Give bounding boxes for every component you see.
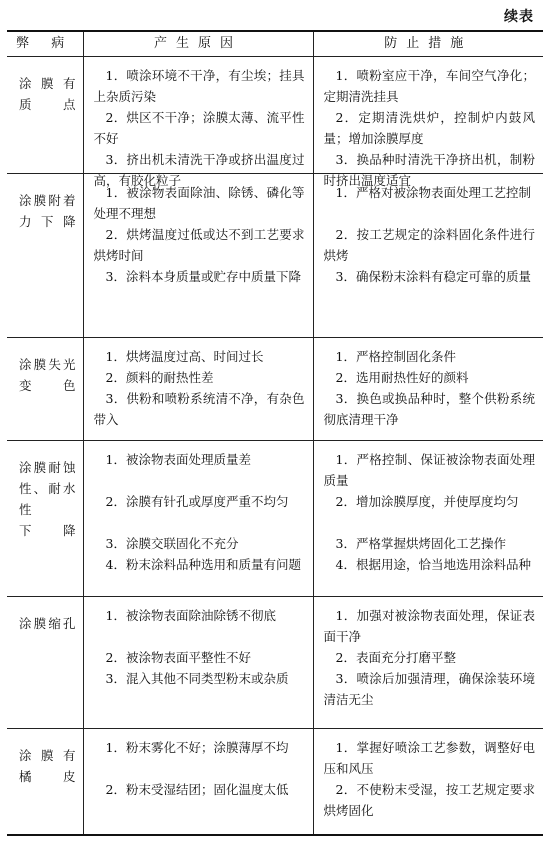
measure-item: 1．严格对被涂物表面处理工艺控制 (335, 185, 531, 200)
cause-cell (83, 597, 313, 729)
defect-name-line: 涂膜有 (19, 76, 77, 91)
measure-item: 3．确保粉末涂料有稳定可靠的质量 (335, 269, 531, 284)
measure-item: 3．换品种时清洗干净挤出机，制粉时挤出温度适宜 (323, 152, 535, 188)
cause-item: 1．被涂物表面除油、除锈、磷化等处理不理想 (93, 185, 305, 221)
table-caption: 续表 (504, 9, 534, 25)
defect-cell (7, 338, 83, 441)
header-causes: 产生原因 (83, 31, 313, 57)
measure-item: 2．不使粉末受湿，按工艺规定要求烘烤固化 (323, 782, 535, 818)
measure-item: 2．选用耐热性好的颜料 (335, 370, 469, 385)
table-header-row (7, 31, 543, 57)
cause-item: 2．烘区不干净；涂膜太薄、流平性不好 (93, 110, 305, 146)
measure-item: 1．加强对被涂物表面处理，保证表面干净 (323, 608, 535, 644)
defects-table (7, 30, 543, 836)
measure-item: 1．严格控制固化条件 (335, 349, 456, 364)
cause-item: 2．被涂物表面平整性不好 (105, 650, 251, 665)
defect-name-line: 变色 (19, 378, 77, 393)
measure-item: 2．定期清洗烘炉，控制炉内鼓风量；增加涂膜厚度 (323, 110, 535, 146)
defect-name-line: 质点 (19, 97, 77, 112)
measure-cell (313, 597, 543, 729)
cause-item: 3．供粉和喷粉系统清不净，有杂色带入 (93, 391, 305, 427)
table-row (7, 597, 543, 729)
table-row (7, 441, 543, 597)
cause-item: 2．涂膜有针孔或厚度严重不均匀 (105, 494, 289, 509)
cause-cell (83, 338, 313, 441)
cause-item: 1．被涂物表面处理质量差 (105, 452, 251, 467)
cause-cell (83, 441, 313, 597)
defect-cell (7, 174, 83, 338)
measure-item: 2．表面充分打磨平整 (335, 650, 456, 665)
cause-item: 1．被涂物表面除油除锈不彻底 (105, 608, 276, 623)
defect-name-line: 涂膜附着 (19, 193, 77, 208)
cause-cell (83, 174, 313, 338)
header-measures: 防止措施 (313, 31, 543, 57)
cause-cell (83, 57, 313, 188)
defect-cell (7, 57, 83, 174)
defect-name-line: 涂膜有 (19, 748, 77, 763)
header-defect: 弊 病 (7, 31, 83, 57)
measure-cell (313, 338, 543, 441)
cause-item: 2．粉末受湿结团；固化温度太低 (105, 782, 289, 797)
defect-cell (7, 441, 83, 597)
defect-name-line: 涂膜耐蚀 (19, 460, 77, 475)
measure-item: 1．掌握好喷涂工艺参数，调整好电压和风压 (323, 740, 535, 776)
cause-item: 3．挤出机未清洗干净或挤出温度过高，有胶化粒子 (93, 152, 305, 188)
measure-cell (313, 57, 543, 188)
measure-cell (313, 729, 543, 836)
measure-item: 4．根据用途，恰当地选用涂料品种 (335, 557, 531, 572)
defect-name-line: 性、耐水性 (19, 481, 77, 517)
defect-name-line: 涂膜缩孔 (19, 616, 77, 631)
cause-item: 2．颜料的耐热性差 (105, 370, 214, 385)
defect-name-line: 力下降 (19, 214, 77, 229)
defect-cell (7, 597, 83, 729)
table-row (7, 57, 543, 174)
defect-cell (7, 729, 83, 836)
defect-name-line: 涂膜失光 (19, 357, 77, 372)
cause-item: 4．粉末涂料品种选用和质量有问题 (105, 557, 301, 572)
table-row (7, 338, 543, 441)
measure-item: 1．严格控制、保证被涂物表面处理质量 (323, 452, 535, 488)
defect-name-line: 下降 (19, 523, 77, 538)
measure-item: 3．严格掌握烘烤固化工艺操作 (335, 536, 506, 551)
measure-item: 3．喷涂后加强清理，确保涂装环境清洁无尘 (323, 671, 535, 707)
table-row (7, 729, 543, 836)
measure-item: 2．按工艺规定的涂料固化条件进行烘烤 (323, 227, 535, 263)
cause-item: 3．涂膜交联固化不充分 (105, 536, 239, 551)
defect-name-line: 橘皮 (19, 769, 77, 784)
measure-item: 1．喷粉室应干净，车间空气净化；定期清洗挂具 (323, 68, 535, 104)
cause-cell (83, 729, 313, 836)
cause-item: 1．粉末雾化不好；涂膜薄厚不均 (105, 740, 289, 755)
cause-item: 3．涂料本身质量或贮存中质量下降 (105, 269, 301, 284)
cause-item: 1．喷涂环境不干净，有尘埃；挂具上杂质污染 (93, 68, 305, 104)
table-row (7, 174, 543, 338)
measure-cell (313, 441, 543, 597)
measure-cell (313, 174, 543, 338)
cause-item: 2．烘烤温度过低或达不到工艺要求烘烤时间 (93, 227, 305, 263)
cause-item: 3．混入其他不同类型粉末或杂质 (105, 671, 289, 686)
cause-item: 1．烘烤温度过高、时间过长 (105, 349, 264, 364)
measure-item: 2．增加涂膜厚度，并使厚度均匀 (335, 494, 519, 509)
measure-item: 3．换色或换品种时，整个供粉系统彻底清理干净 (323, 391, 535, 427)
